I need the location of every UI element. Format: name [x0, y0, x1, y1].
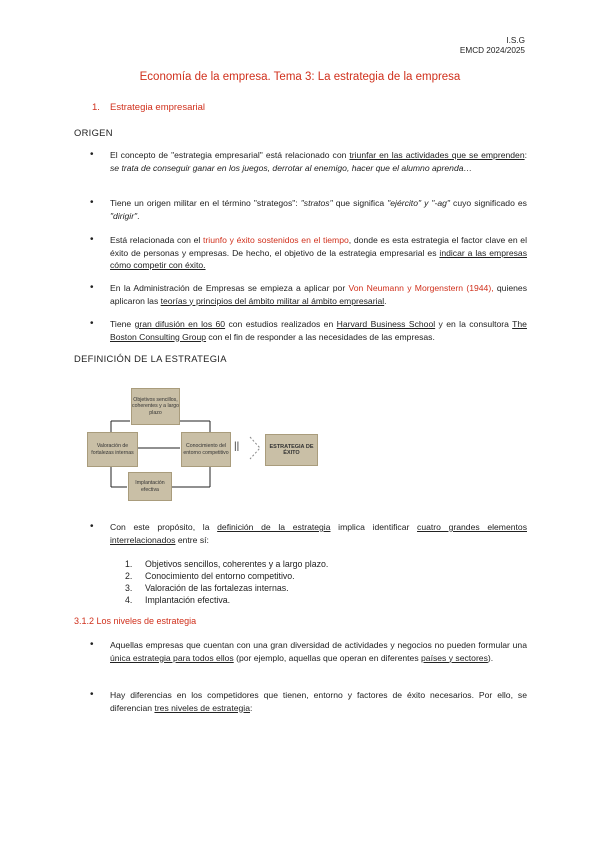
- bullet-origen-1: • El concepto de "estrategia empresarial" está relacionado con triunfar en las actividades que se emprenden: se trata de conseguir ganar en los juegos, derrotar al enemigo, hacer que el alumno aprenda…: [110, 149, 527, 174]
- list-item: 4. Implantación efectiva.: [125, 595, 231, 605]
- bullet-niveles-1: • Aquellas empresas que cuentan con una gran diversidad de actividades y negocios no pueden formular una única estrategia para todos ellos (por ejemplo, aquellas que operan en diferentes países y sectores).: [110, 639, 527, 664]
- section-heading-text: Estrategia empresarial: [110, 102, 206, 113]
- header-line-1: I.S.G: [506, 36, 525, 45]
- diagram-box-valoracion: Valoración de fortalezas internas: [87, 432, 138, 467]
- arrow-to-result: [250, 437, 260, 459]
- bullet-origen-2: • Tiene un origen militar en el término "strategos": "stratos" que significa "ejército" y "-ag" cuyo significado es "dirigir".: [110, 197, 527, 222]
- origen-label: ORIGEN: [74, 127, 113, 138]
- bullet-origen-5: • Tiene gran difusión en los 60 con estudios realizados en Harvard Business School y en la consultora The Boston Consulting Group con el fin de responder a las necesidades de las empresas.: [110, 318, 527, 343]
- diagram-box-objetivos: Objetivos sencillos, coherentes y a largo plazo: [131, 388, 180, 425]
- diagram-box-implantacion: Implantación efectiva: [128, 472, 172, 501]
- bullet-niveles-2: • Hay diferencias en los competidores que tienen, entorno y factores de éxito necesarios. Por ello, se diferencian tres niveles de estrategia:: [110, 689, 527, 714]
- elements-list: [125, 558, 328, 606]
- document-title: Economía de la empresa. Tema 3: La estrategia de la empresa: [139, 71, 461, 83]
- bullet-origen-3: • Está relacionada con el triunfo y éxito sostenidos en el tiempo, donde es esta estrategia el factor clave en el éxito de personas y empresas. De hecho, el objetivo de la estrategia empresarial es indicar a las empresas cómo competir con éxito.: [110, 234, 527, 272]
- bullet-definicion: • Con este propósito, la definición de la estrategia implica identificar cuatro grandes elementos interrelacionados entre sí:: [110, 521, 527, 546]
- header-line-2: EMCD 2024/2025: [459, 46, 525, 55]
- definicion-label: DEFINICIÓN DE LA ESTRATEGIA: [74, 353, 227, 364]
- diagram-box-resultado: ESTRATEGIA DE ÉXITO: [265, 434, 318, 466]
- diagram-box-conocimiento: Conocimiento del entorno competitivo: [181, 432, 231, 467]
- bullet-origen-4: • En la Administración de Empresas se empieza a aplicar por Von Neumann y Morgenstern (1944), quienes aplicaron las teorías y principios del ámbito militar al ámbito empresarial.: [110, 282, 527, 307]
- section-number: 1.: [92, 102, 100, 113]
- section-heading-3-1-2: 3.1.2 Los niveles de estrategia: [74, 616, 197, 626]
- list-item: 2. Conocimiento del entorno competitivo.: [125, 571, 295, 581]
- list-item: 3. Valoración de las fortalezas internas.: [125, 583, 289, 593]
- list-item: 1. Objetivos sencillos, coherentes y a largo plazo.: [125, 559, 329, 569]
- diagram-equals-sign: ||: [234, 441, 240, 452]
